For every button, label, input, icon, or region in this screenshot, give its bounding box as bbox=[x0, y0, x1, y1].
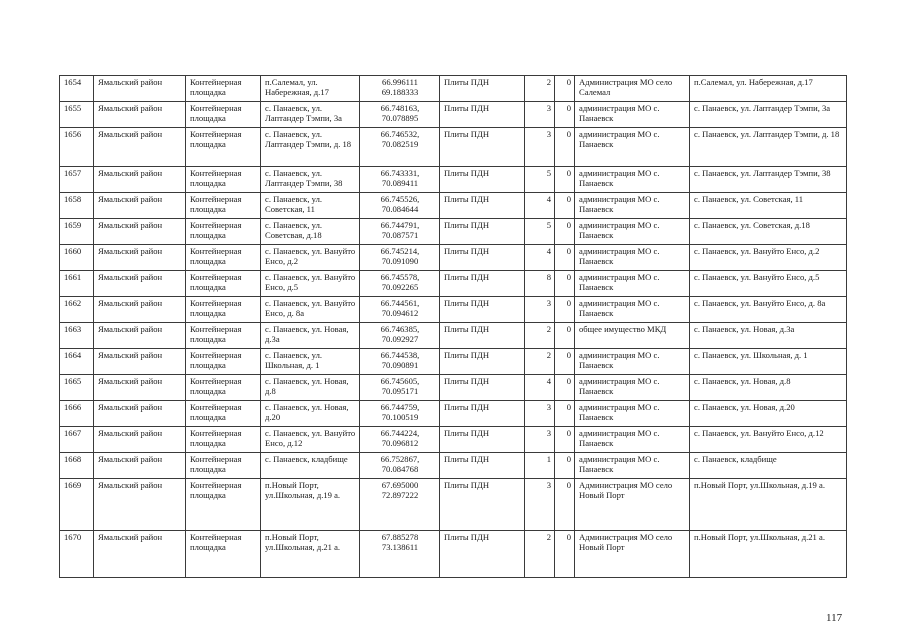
surface-cell: Плиты ПДН bbox=[440, 531, 525, 578]
site-type-cell: Контейнерная площадка bbox=[186, 167, 261, 193]
surface-cell: Плиты ПДН bbox=[440, 167, 525, 193]
extra-count-cell: 0 bbox=[555, 401, 575, 427]
owner-cell: администрация МО с. Панаевск bbox=[575, 219, 690, 245]
owner-cell: администрация МО с. Панаевск bbox=[575, 349, 690, 375]
owner-cell: администрация МО с. Панаевск bbox=[575, 102, 690, 128]
source-address-cell: с. Панаевск, ул. Лаптандер Тэмпи, д. 18 bbox=[690, 128, 847, 167]
address-cell: с. Панаевск, ул. Новая, д.20 bbox=[261, 401, 360, 427]
coordinates-cell: 66.746532, 70.082519 bbox=[360, 128, 440, 167]
owner-cell: Администрация МО село Салемал bbox=[575, 76, 690, 102]
table-row bbox=[60, 375, 847, 401]
table-row bbox=[60, 531, 847, 578]
owner-cell: Администрация МО село Новый Порт bbox=[575, 479, 690, 531]
coordinates-cell: 66.744538, 70.090891 bbox=[360, 349, 440, 375]
registry-table bbox=[59, 75, 847, 578]
address-cell: с. Панаевск, ул. Вануйто Енсо, д.5 bbox=[261, 271, 360, 297]
row-number: 1666 bbox=[60, 401, 94, 427]
site-type-cell: Контейнерная площадка bbox=[186, 128, 261, 167]
container-count-cell: 5 bbox=[525, 219, 555, 245]
row-number: 1664 bbox=[60, 349, 94, 375]
district-cell: Ямальский район bbox=[94, 193, 186, 219]
row-number: 1655 bbox=[60, 102, 94, 128]
extra-count-cell: 0 bbox=[555, 245, 575, 271]
owner-cell: администрация МО с. Панаевск bbox=[575, 401, 690, 427]
row-number: 1668 bbox=[60, 453, 94, 479]
container-count-cell: 4 bbox=[525, 375, 555, 401]
container-count-cell: 2 bbox=[525, 349, 555, 375]
container-count-cell: 2 bbox=[525, 531, 555, 578]
source-address-cell: п.Салемал, ул. Набережная, д.17 bbox=[690, 76, 847, 102]
extra-count-cell: 0 bbox=[555, 271, 575, 297]
coordinates-cell: 66.746385, 70.092927 bbox=[360, 323, 440, 349]
extra-count-cell: 0 bbox=[555, 128, 575, 167]
source-address-cell: с. Панаевск, ул. Вануйто Енсо, д.12 bbox=[690, 427, 847, 453]
table-row bbox=[60, 349, 847, 375]
district-cell: Ямальский район bbox=[94, 453, 186, 479]
site-type-cell: Контейнерная площадка bbox=[186, 427, 261, 453]
container-count-cell: 5 bbox=[525, 167, 555, 193]
extra-count-cell: 0 bbox=[555, 219, 575, 245]
container-count-cell: 4 bbox=[525, 193, 555, 219]
site-type-cell: Контейнерная площадка bbox=[186, 271, 261, 297]
address-cell: с. Панаевск, кладбище bbox=[261, 453, 360, 479]
address-cell: п.Новый Порт, ул.Школьная, д.19 а. bbox=[261, 479, 360, 531]
row-number: 1663 bbox=[60, 323, 94, 349]
owner-cell: администрация МО с. Панаевск bbox=[575, 193, 690, 219]
extra-count-cell: 0 bbox=[555, 479, 575, 531]
coordinates-cell: 66.743331, 70.089411 bbox=[360, 167, 440, 193]
district-cell: Ямальский район bbox=[94, 479, 186, 531]
address-cell: с. Панаевск, ул. Вануйто Енсо, д. 8а bbox=[261, 297, 360, 323]
surface-cell: Плиты ПДН bbox=[440, 245, 525, 271]
coordinates-cell: 66.744224, 70.096812 bbox=[360, 427, 440, 453]
row-number: 1665 bbox=[60, 375, 94, 401]
container-count-cell: 2 bbox=[525, 323, 555, 349]
site-type-cell: Контейнерная площадка bbox=[186, 297, 261, 323]
district-cell: Ямальский район bbox=[94, 401, 186, 427]
source-address-cell: с. Панаевск, ул. Новая, д.8 bbox=[690, 375, 847, 401]
source-address-cell: с. Панаевск, ул. Новая, д.20 bbox=[690, 401, 847, 427]
surface-cell: Плиты ПДН bbox=[440, 323, 525, 349]
coordinates-cell: 66.752867, 70.084768 bbox=[360, 453, 440, 479]
extra-count-cell: 0 bbox=[555, 427, 575, 453]
coordinates-cell: 67.885278 73.138611 bbox=[360, 531, 440, 578]
owner-cell: администрация МО с. Панаевск bbox=[575, 245, 690, 271]
container-count-cell: 3 bbox=[525, 128, 555, 167]
site-type-cell: Контейнерная площадка bbox=[186, 453, 261, 479]
row-number: 1654 bbox=[60, 76, 94, 102]
table-row bbox=[60, 167, 847, 193]
container-count-cell: 3 bbox=[525, 102, 555, 128]
coordinates-cell: 66.748163, 70.078895 bbox=[360, 102, 440, 128]
table-row bbox=[60, 401, 847, 427]
owner-cell: администрация МО с. Панаевск bbox=[575, 271, 690, 297]
owner-cell: администрация МО с. Панаевск bbox=[575, 375, 690, 401]
extra-count-cell: 0 bbox=[555, 167, 575, 193]
owner-cell: общее имущество МКД bbox=[575, 323, 690, 349]
source-address-cell: с. Панаевск, ул. Вануйто Енсо, д.2 bbox=[690, 245, 847, 271]
container-count-cell: 3 bbox=[525, 401, 555, 427]
coordinates-cell: 66.744759, 70.100519 bbox=[360, 401, 440, 427]
site-type-cell: Контейнерная площадка bbox=[186, 245, 261, 271]
owner-cell: администрация МО с. Панаевск bbox=[575, 297, 690, 323]
table-row bbox=[60, 479, 847, 531]
site-type-cell: Контейнерная площадка bbox=[186, 349, 261, 375]
district-cell: Ямальский район bbox=[94, 102, 186, 128]
address-cell: с. Панаевск, ул. Лаптандер Тэмпи, 38 bbox=[261, 167, 360, 193]
coordinates-cell: 66.996111 69.188333 bbox=[360, 76, 440, 102]
container-count-cell: 3 bbox=[525, 479, 555, 531]
coordinates-cell: 66.744791, 70.087571 bbox=[360, 219, 440, 245]
source-address-cell: с. Панаевск, ул. Лаптандер Тэмпи, 3а bbox=[690, 102, 847, 128]
coordinates-cell: 66.745605, 70.095171 bbox=[360, 375, 440, 401]
district-cell: Ямальский район bbox=[94, 375, 186, 401]
extra-count-cell: 0 bbox=[555, 323, 575, 349]
table-row bbox=[60, 271, 847, 297]
table-row bbox=[60, 453, 847, 479]
source-address-cell: с. Панаевск, ул. Советская, 11 bbox=[690, 193, 847, 219]
row-number: 1662 bbox=[60, 297, 94, 323]
row-number: 1656 bbox=[60, 128, 94, 167]
coordinates-cell: 66.745526, 70.084644 bbox=[360, 193, 440, 219]
district-cell: Ямальский район bbox=[94, 167, 186, 193]
owner-cell: администрация МО с. Панаевск bbox=[575, 167, 690, 193]
container-count-cell: 8 bbox=[525, 271, 555, 297]
surface-cell: Плиты ПДН bbox=[440, 271, 525, 297]
extra-count-cell: 0 bbox=[555, 193, 575, 219]
district-cell: Ямальский район bbox=[94, 427, 186, 453]
table-body bbox=[60, 76, 847, 578]
district-cell: Ямальский район bbox=[94, 219, 186, 245]
container-count-cell: 3 bbox=[525, 297, 555, 323]
surface-cell: Плиты ПДН bbox=[440, 349, 525, 375]
surface-cell: Плиты ПДН bbox=[440, 76, 525, 102]
address-cell: с. Панаевск, ул. Советская, 11 bbox=[261, 193, 360, 219]
address-cell: с. Панаевск, ул. Советсвая, д.18 bbox=[261, 219, 360, 245]
district-cell: Ямальский район bbox=[94, 349, 186, 375]
district-cell: Ямальский район bbox=[94, 297, 186, 323]
source-address-cell: с. Панаевск, ул. Новая, д.3а bbox=[690, 323, 847, 349]
row-number: 1659 bbox=[60, 219, 94, 245]
district-cell: Ямальский район bbox=[94, 323, 186, 349]
address-cell: п.Новый Порт, ул.Школьная, д.21 а. bbox=[261, 531, 360, 578]
table-row bbox=[60, 219, 847, 245]
source-address-cell: с. Панаевск, кладбище bbox=[690, 453, 847, 479]
district-cell: Ямальский район bbox=[94, 76, 186, 102]
surface-cell: Плиты ПДН bbox=[440, 102, 525, 128]
address-cell: с. Панаевск, ул. Лаптандер Тэмпи, 3а bbox=[261, 102, 360, 128]
table-row bbox=[60, 323, 847, 349]
owner-cell: Администрация МО село Новый Порт bbox=[575, 531, 690, 578]
surface-cell: Плиты ПДН bbox=[440, 479, 525, 531]
surface-cell: Плиты ПДН bbox=[440, 375, 525, 401]
coordinates-cell: 66.744561, 70.094612 bbox=[360, 297, 440, 323]
district-cell: Ямальский район bbox=[94, 531, 186, 578]
page-number: 117 bbox=[826, 612, 843, 624]
extra-count-cell: 0 bbox=[555, 453, 575, 479]
site-type-cell: Контейнерная площадка bbox=[186, 219, 261, 245]
surface-cell: Плиты ПДН bbox=[440, 453, 525, 479]
row-number: 1667 bbox=[60, 427, 94, 453]
row-number: 1670 bbox=[60, 531, 94, 578]
source-address-cell: п.Новый Порт, ул.Школьная, д.19 а. bbox=[690, 479, 847, 531]
table-row bbox=[60, 76, 847, 102]
source-address-cell: п.Новый Порт, ул.Школьная, д.21 а. bbox=[690, 531, 847, 578]
table-row bbox=[60, 193, 847, 219]
site-type-cell: Контейнерная площадка bbox=[186, 193, 261, 219]
site-type-cell: Контейнерная площадка bbox=[186, 76, 261, 102]
table-row bbox=[60, 102, 847, 128]
source-address-cell: с. Панаевск, ул. Лаптандер Тэмпи, 38 bbox=[690, 167, 847, 193]
address-cell: с. Панаевск, ул. Вануйто Енсо, д.2 bbox=[261, 245, 360, 271]
address-cell: с. Панаевск, ул. Лаптандер Тэмпи, д. 18 bbox=[261, 128, 360, 167]
surface-cell: Плиты ПДН bbox=[440, 193, 525, 219]
site-type-cell: Контейнерная площадка bbox=[186, 479, 261, 531]
table-row bbox=[60, 245, 847, 271]
container-count-cell: 3 bbox=[525, 427, 555, 453]
container-count-cell: 2 bbox=[525, 76, 555, 102]
row-number: 1657 bbox=[60, 167, 94, 193]
row-number: 1669 bbox=[60, 479, 94, 531]
address-cell: п.Салемал, ул. Набережная, д.17 bbox=[261, 76, 360, 102]
coordinates-cell: 66.745214, 70.091090 bbox=[360, 245, 440, 271]
surface-cell: Плиты ПДН bbox=[440, 401, 525, 427]
row-number: 1661 bbox=[60, 271, 94, 297]
extra-count-cell: 0 bbox=[555, 76, 575, 102]
site-type-cell: Контейнерная площадка bbox=[186, 323, 261, 349]
site-type-cell: Контейнерная площадка bbox=[186, 531, 261, 578]
source-address-cell: с. Панаевск, ул. Вануйто Енсо, д.5 bbox=[690, 271, 847, 297]
row-number: 1658 bbox=[60, 193, 94, 219]
container-count-cell: 1 bbox=[525, 453, 555, 479]
row-number: 1660 bbox=[60, 245, 94, 271]
owner-cell: администрация МО с. Панаевск bbox=[575, 453, 690, 479]
table-row bbox=[60, 427, 847, 453]
extra-count-cell: 0 bbox=[555, 102, 575, 128]
table-row bbox=[60, 297, 847, 323]
district-cell: Ямальский район bbox=[94, 271, 186, 297]
surface-cell: Плиты ПДН bbox=[440, 297, 525, 323]
owner-cell: администрация МО с. Панаевск bbox=[575, 128, 690, 167]
owner-cell: администрация МО с. Панаевск bbox=[575, 427, 690, 453]
coordinates-cell: 67.695000 72.897222 bbox=[360, 479, 440, 531]
address-cell: с. Панаевск, ул. Новая, д.8 bbox=[261, 375, 360, 401]
surface-cell: Плиты ПДН bbox=[440, 128, 525, 167]
site-type-cell: Контейнерная площадка bbox=[186, 375, 261, 401]
table-row bbox=[60, 128, 847, 167]
container-count-cell: 4 bbox=[525, 245, 555, 271]
source-address-cell: с. Панаевск, ул. Советская, д.18 bbox=[690, 219, 847, 245]
extra-count-cell: 0 bbox=[555, 375, 575, 401]
source-address-cell: с. Панаевск, ул. Вануйто Енсо, д. 8а bbox=[690, 297, 847, 323]
address-cell: с. Панаевск, ул. Школьная, д. 1 bbox=[261, 349, 360, 375]
surface-cell: Плиты ПДН bbox=[440, 427, 525, 453]
address-cell: с. Панаевск, ул. Новая, д.3а bbox=[261, 323, 360, 349]
source-address-cell: с. Панаевск, ул. Школьная, д. 1 bbox=[690, 349, 847, 375]
extra-count-cell: 0 bbox=[555, 531, 575, 578]
extra-count-cell: 0 bbox=[555, 297, 575, 323]
site-type-cell: Контейнерная площадка bbox=[186, 401, 261, 427]
site-type-cell: Контейнерная площадка bbox=[186, 102, 261, 128]
surface-cell: Плиты ПДН bbox=[440, 219, 525, 245]
address-cell: с. Панаевск, ул. Вануйто Енсо, д.12 bbox=[261, 427, 360, 453]
extra-count-cell: 0 bbox=[555, 349, 575, 375]
district-cell: Ямальский район bbox=[94, 128, 186, 167]
district-cell: Ямальский район bbox=[94, 245, 186, 271]
coordinates-cell: 66.745578, 70.092265 bbox=[360, 271, 440, 297]
